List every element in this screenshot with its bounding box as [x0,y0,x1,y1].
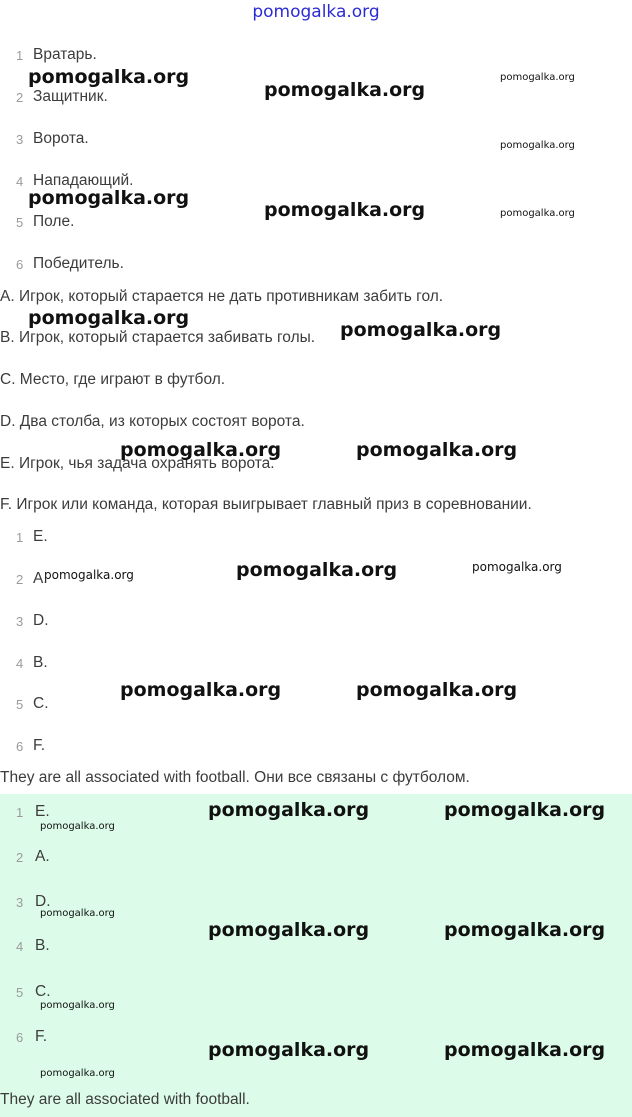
key-letter: E. [35,803,50,820]
key-number: 4 [16,939,24,954]
watermark: pomogalka.org [340,319,502,341]
watermark: pomogalka.org [120,679,282,701]
term-text: Ворота. [33,130,89,147]
term-text: Вратарь. [33,46,97,63]
watermark: pomogalka.org [500,140,575,151]
answer-number: 6 [16,739,24,754]
watermark: pomogalka.org [356,679,518,701]
watermark: pomogalka.org [28,187,190,209]
watermark: pomogalka.org [208,799,370,821]
key-number: 1 [16,805,24,820]
term-number: 6 [16,257,24,272]
watermark: pomogalka.org [500,72,575,83]
definition-d: D. Два столба, из которых состоят ворота. [0,413,305,430]
answer-letter: F. [33,737,46,754]
watermark: pomogalka.org [40,821,115,832]
term-number: 3 [16,132,24,147]
definition-b: B. Игрок, который старается забивать голы. [0,329,316,346]
answer-number: 2 [16,572,24,587]
watermark: pomogalka.org [264,79,426,101]
key-number: 3 [16,895,24,910]
key-letter: D. [35,893,51,910]
answer-letter: B. [33,654,48,671]
watermark: pomogalka.org [444,919,606,941]
term-number: 4 [16,174,24,189]
term-number: 2 [16,90,24,105]
term-text: Поле. [33,213,75,230]
answer-letter: C. [33,695,49,712]
watermark: pomogalka.org [28,307,190,329]
watermark: pomogalka.org [236,559,398,581]
watermark: pomogalka.org [356,439,518,461]
answer-number: 5 [16,697,24,712]
watermark: pomogalka.org [40,908,115,919]
watermark: pomogalka.org [500,208,575,219]
term-number: 1 [16,48,24,63]
watermark: pomogalka.org [208,1039,370,1061]
key-letter: B. [35,937,50,954]
term-text: Победитель. [33,255,124,272]
watermark: pomogalka.org [40,1000,115,1011]
definition-e: E. Игрок, чья задача охранять ворота. [0,455,275,472]
answer-number: 4 [16,656,24,671]
key-number: 6 [16,1030,24,1045]
key-letter: F. [35,1028,48,1045]
answer-letter: E. [33,528,48,545]
watermark: pomogalka.org [444,1039,606,1061]
watermark: pomogalka.org [44,568,134,582]
watermark: pomogalka.org [40,1068,115,1079]
watermark: pomogalka.org [120,439,282,461]
answer-number: 1 [16,530,24,545]
answer-letter: D. [33,612,49,629]
watermark: pomogalka.org [264,199,426,221]
term-text: Защитник. [33,88,108,105]
summary-text: They are all associated with football. Они все связаны с футболом. [0,769,470,786]
definition-a: A. Игрок, который старается не дать противникам забить гол. [0,288,444,305]
watermark: pomogalka.org [444,799,606,821]
key-summary-text: They are all associated with football. [0,1091,250,1108]
key-letter: A. [35,848,50,865]
watermark: pomogalka.org [28,66,190,88]
term-number: 5 [16,215,24,230]
watermark: pomogalka.org [472,560,562,574]
key-letter: C. [35,983,51,1000]
site-link[interactable]: pomogalka.org [252,2,380,22]
answer-letter: A. [33,570,48,587]
watermark: pomogalka.org [208,919,370,941]
key-number: 5 [16,985,24,1000]
definition-c: C. Место, где играют в футбол. [0,371,226,388]
answer-number: 3 [16,614,24,629]
key-number: 2 [16,850,24,865]
definition-f: F. Игрок или команда, которая выигрывает главный приз в соревновании. [0,496,532,513]
term-text: Нападающий. [33,172,134,189]
